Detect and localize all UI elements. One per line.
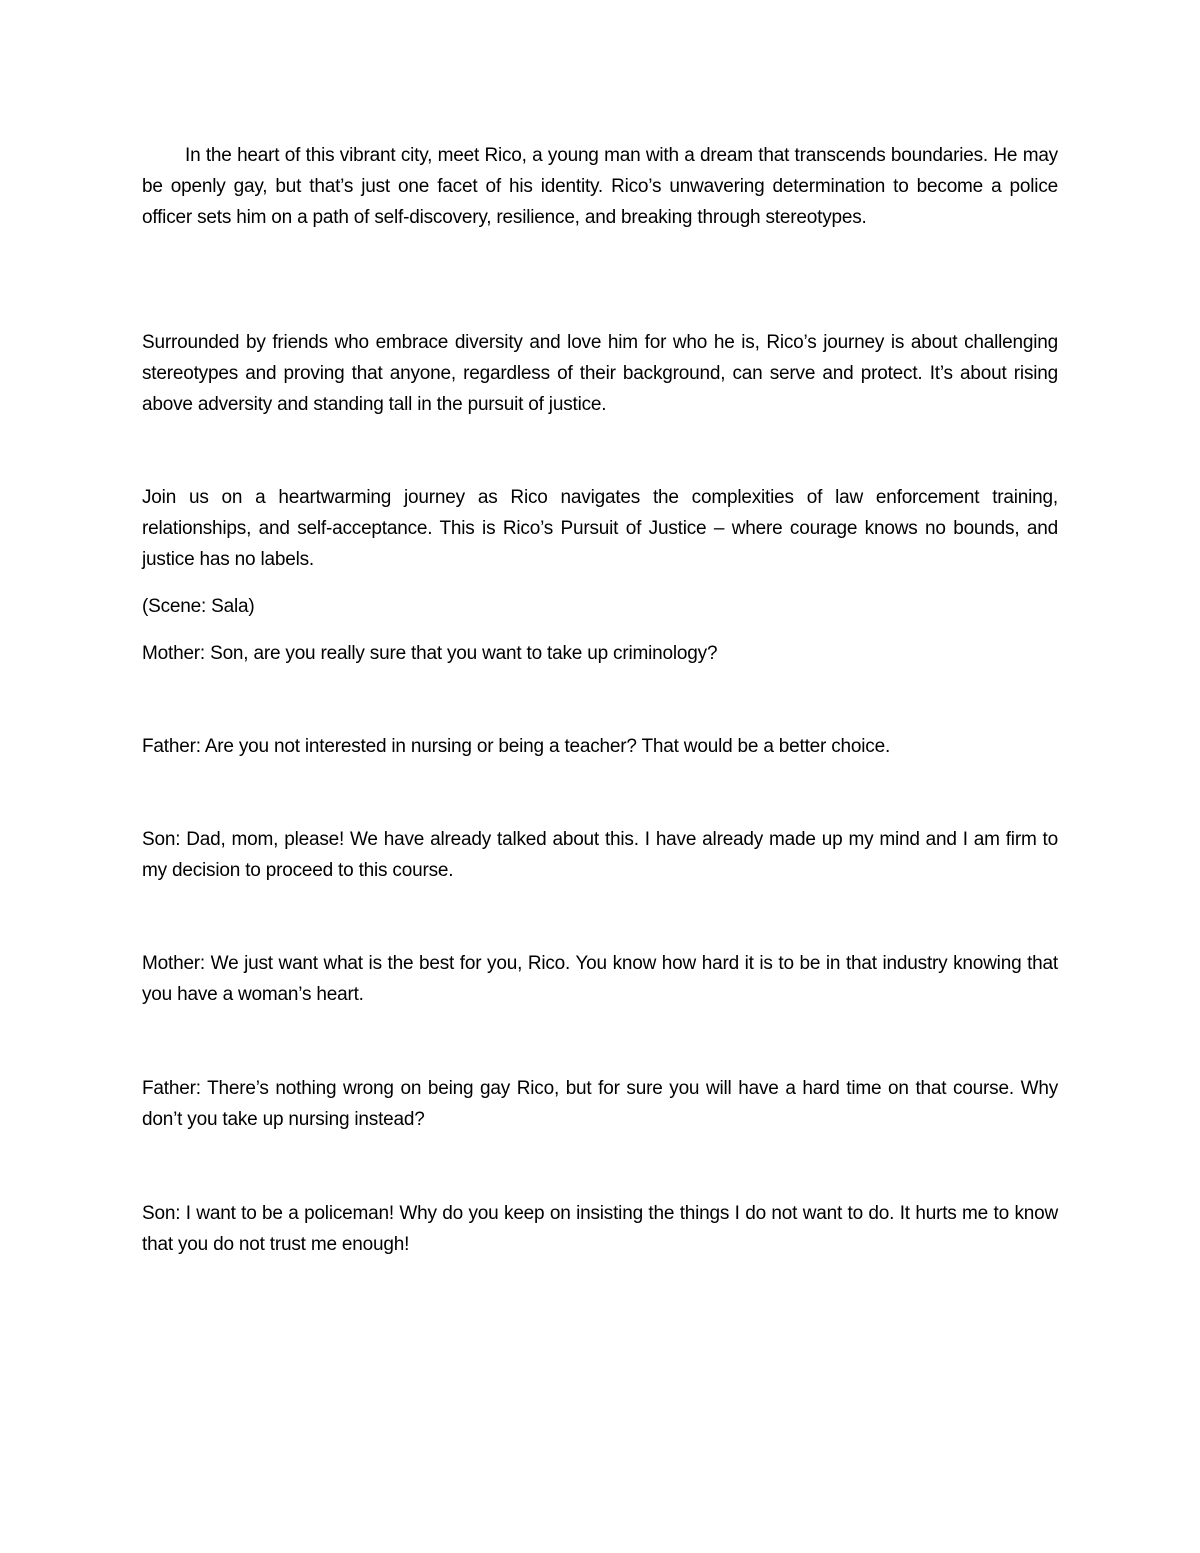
dialogue-father-2: Father: There’s nothing wrong on being gay Rico, but for sure you will have a hard time on that course. Why don’t you take up nursing instead? [142, 1078, 1058, 1130]
dialogue-mother-1: Mother: Son, are you really sure that you want to take up criminology? [142, 643, 718, 664]
friends-paragraph: Surrounded by friends who embrace diversity and love him for who he is, Rico’s journey is about challenging stereotypes and proving that anyone, regardless of their background, can serve and protect. It’s about rising above adversity and standing tall in the pursuit of justice. [142, 332, 1058, 415]
scene-heading: (Scene: Sala) [142, 596, 255, 617]
journey-paragraph: Join us on a heartwarming journey as Rico navigates the complexities of law enforcement training, relationships, and self-acceptance. This is Rico’s Pursuit of Justice – where courage knows no bounds, and justice has no labels. [142, 487, 1058, 570]
intro-paragraph: In the heart of this vibrant city, meet Rico, a young man with a dream that transcends boundaries. He may be openly gay, but that’s just one facet of his identity. Rico’s unwavering determination to become a police officer sets him on a path of self-discovery, resilience, and breaking through stereotypes. [142, 145, 1058, 228]
dialogue-son-2: Son: I want to be a policeman! Why do you keep on insisting the things I do not want to do. It hurts me to know that you do not trust me enough! [142, 1203, 1058, 1255]
dialogue-mother-2: Mother: We just want what is the best for you, Rico. You know how hard it is to be in that industry knowing that you have a woman’s heart. [142, 953, 1058, 1005]
dialogue-father-1: Father: Are you not interested in nursing or being a teacher? That would be a better choice. [142, 736, 891, 757]
dialogue-son-1: Son: Dad, mom, please! We have already talked about this. I have already made up my mind and I am firm to my decision to proceed to this course. [142, 829, 1058, 881]
